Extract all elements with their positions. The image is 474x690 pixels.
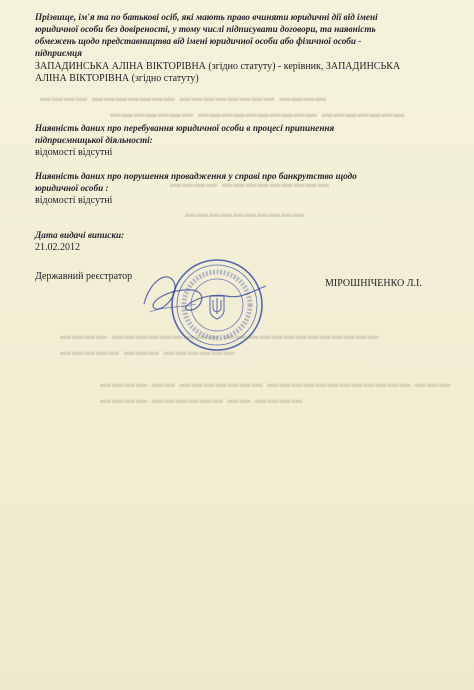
bleed-through-line: ▬▬▬▬ ▬▬ ▬▬▬▬▬▬▬ ▬▬▬▬▬▬▬▬▬▬▬▬ ▬▬▬ xyxy=(100,378,451,390)
bleed-through-line: ▬▬▬▬▬▬▬ ▬▬▬▬▬▬▬▬▬▬ ▬▬▬▬▬▬▬ xyxy=(110,108,406,120)
bankruptcy-value: відомості відсутні xyxy=(35,195,113,206)
bleed-through-line: ▬▬▬▬ ▬▬▬▬▬▬▬▬▬ xyxy=(170,178,330,190)
termination-label: Наявність даних про перебування юридичної особи в процесі припинення підприємницької діяльності: xyxy=(35,123,335,145)
issue-date-label: Дата видачі виписки: xyxy=(35,230,125,240)
bleed-through-line: ▬▬▬▬▬▬▬▬▬▬ xyxy=(185,208,305,220)
bankruptcy-section xyxy=(35,170,435,207)
registrar-title: Державний реєстратор xyxy=(35,271,133,282)
bleed-through-line: ▬▬▬▬▬ ▬▬▬ ▬▬▬▬▬▬ xyxy=(60,346,236,358)
bleed-through-line: ▬▬▬▬ ▬▬▬▬▬▬ ▬▬ ▬▬▬▬ xyxy=(100,394,304,406)
authorized-persons-section xyxy=(35,11,435,84)
registrar-name: МІРОШНІЧЕНКО Л.І. xyxy=(325,278,422,289)
handwritten-signature-icon xyxy=(130,262,280,332)
bleed-through-line: ▬▬▬▬ ▬▬▬▬▬▬▬ ▬▬▬▬▬▬▬▬ ▬▬▬▬ xyxy=(40,92,328,104)
authorized-persons-value: ЗАПАДИНСЬКА АЛІНА ВІКТОРІВНА (згідно статуту) - керівник, ЗАПАДИНСЬКА АЛІНА ВІКТОРІВНА (згідно статуту) xyxy=(35,61,401,84)
issue-date-section xyxy=(35,229,435,254)
termination-value: відомості відсутні xyxy=(35,147,113,158)
authorized-persons-label: Прізвище, ім'я та по батькові осіб, які мають право вчиняти юридичні дії від імені юридичної особи без довіреності, у тому числі підписувати договори, та наявність обмежень щодо представництва від імені юридичної особи або фізичної особи - підприємця xyxy=(35,12,378,58)
termination-section xyxy=(35,122,435,159)
bleed-through-line: ▬▬▬▬ ▬▬▬▬▬▬▬▬▬ ▬▬▬▬▬▬▬▬▬▬▬▬▬ xyxy=(60,330,380,342)
issue-date-value: 21.02.2012 xyxy=(35,242,80,253)
bankruptcy-label: Наявність даних про порушення провадження у справі про банкрутство щодо юридичної особи : xyxy=(35,171,357,193)
